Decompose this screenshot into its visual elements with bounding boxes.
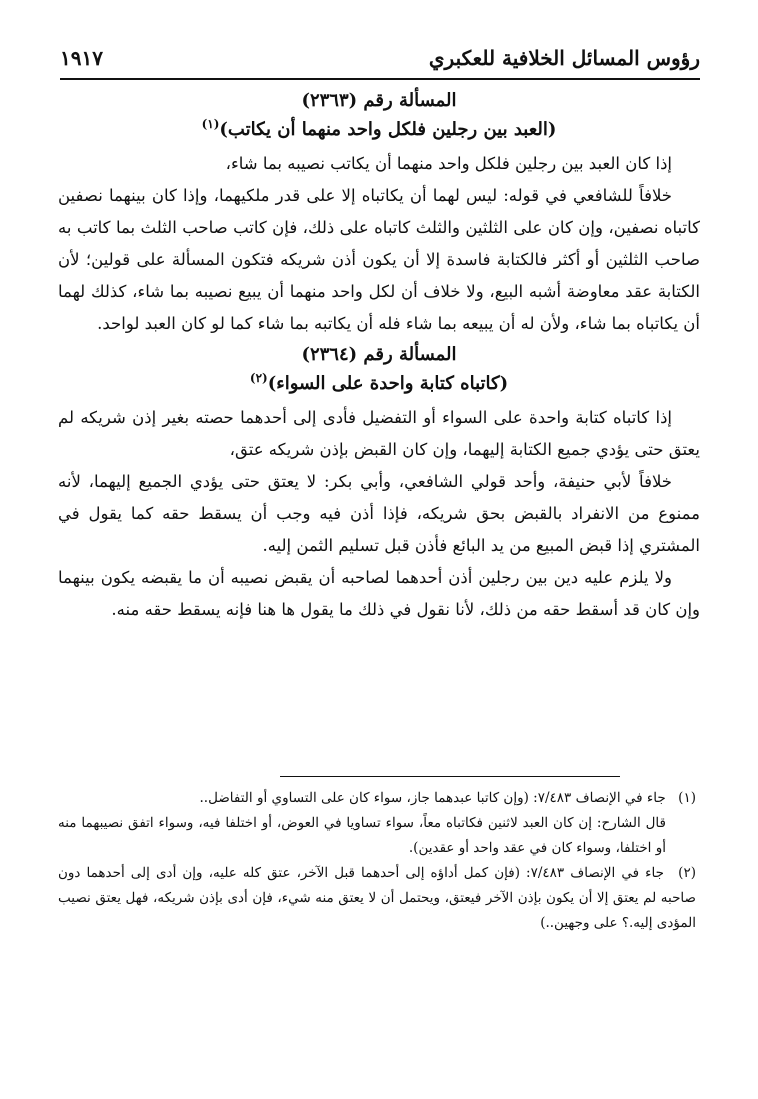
footnote [58, 861, 696, 936]
section-subtitle-text: (العبد بين رجلين فلكل واحد منهما أن يكاتب) [219, 119, 557, 140]
section-subtitle [58, 117, 700, 140]
paragraph: إذا كاتباه كتابة واحدة على السواء أو التفضيل فأدى إلى أحدهما حصته بغير إذن شريكه لم يعتق حتى يؤدي جميع الكتابة إليهما، وإن كان القبض بإذن شريكه عتق، [58, 408, 700, 459]
running-title: رؤوس المسائل الخلافية للعكبري [428, 46, 700, 70]
section-subtitle [58, 371, 700, 394]
footnote-text: جاء في الإنصاف ٧/٤٨٣: (فإن كمل أداؤه إلى أحدهما قبل الآخر، عتق كله عليه، وإن أدى إلى أحدهما دون صاحبه لم يعتق إلا أن يكون بإذن الآخر فيعتق، ويحتمل أن لا يعتق منه شيء، فإن أدى بإذن شريكه، فهل يعتق نصيب المؤدى إليه.؟ على وجهين..) [58, 865, 696, 931]
section-number-title: المسألة رقم (٢٣٦٣) [301, 90, 457, 111]
section-subtitle-text: (كاتباه كتابة واحدة على السواء) [267, 373, 509, 394]
footnote-number: (١) [678, 790, 696, 806]
footnote-text: قال الشارح: إن كان العبد لاثنين فكاتباه معاً، سواء تساويا في العوض، أو اختلفا فيه، وسواء اتفق نصيبهما منه أو اختلفا، وسواء كان في عقد واحد أو عقدين). [58, 815, 666, 856]
footnote-number: (٢) [678, 865, 696, 881]
footnote [58, 786, 696, 861]
paragraph: إذا كان العبد بين رجلين فلكل واحد منهما أن يكاتب نصيبه بما شاء، [225, 154, 672, 173]
footnote-ref: (١) [201, 117, 220, 131]
paragraph: خلافاً لأبي حنيفة، وأحد قولي الشافعي، وأبي بكر: لا يعتق حتى يؤدي الجميع إليهما، لأنه ممنوع من الانفراد بالقبض بحق شريكه، فإذا أذن فيه وجب أن يسقط حقه كما يقول في المشتري إذا قبض المبيع من يد البائع فأذن قبل تسليم الثمن إليه. [58, 472, 700, 555]
paragraph: خلافاً للشافعي في قوله: ليس لهما أن يكاتباه إلا على قدر ملكيهما، وإذا كان بينهما نصفين كاتباه نصفين، وإن كان على الثلثين والثلث كاتباه على ذلك، فإن كاتب صاحب الثلث بما كاتب به صاحب الثلثين أو أكثر فالكتابة فاسدة إلا أن يكون أذن شريكه فتكون المسألة على قولين؛ لأن الكتابة عقد معاوضة أشبه البيع، ولا خلاف أن لكل واحد منهما أن يبيع نصيبه بما شاء، كذلك لهما أن يكاتباه بما شاء، ولأن له أن يبيعه بما شاء فله أن يكاتبه بما شاء كما لو كان العبد لواحد. [58, 186, 700, 333]
paragraph: ولا يلزم عليه دين بين رجلين أذن أحدهما لصاحبه أن يقبض نصيبه أن ما يقبضه يكون بينهما وإن كان قد أسقط حقه من ذلك، لأنا نقول في ذلك ما يقول ها هنا فإنه يسقط حقه منه. [58, 568, 700, 619]
footnote-text: جاء في الإنصاف ٧/٤٨٣: (وإن كاتبا عبدهما جاز، سواء كان على التساوي أو التفاضل.. [199, 790, 666, 806]
page-number: ١٩١٧ [60, 46, 103, 70]
footnotes [58, 786, 696, 936]
header-rule [60, 78, 700, 80]
section-number-title: المسألة رقم (٢٣٦٤) [301, 344, 457, 365]
footnote-separator [280, 776, 620, 777]
running-header [60, 44, 700, 80]
main-text [58, 90, 700, 626]
footnote-ref: (٢) [249, 371, 268, 385]
